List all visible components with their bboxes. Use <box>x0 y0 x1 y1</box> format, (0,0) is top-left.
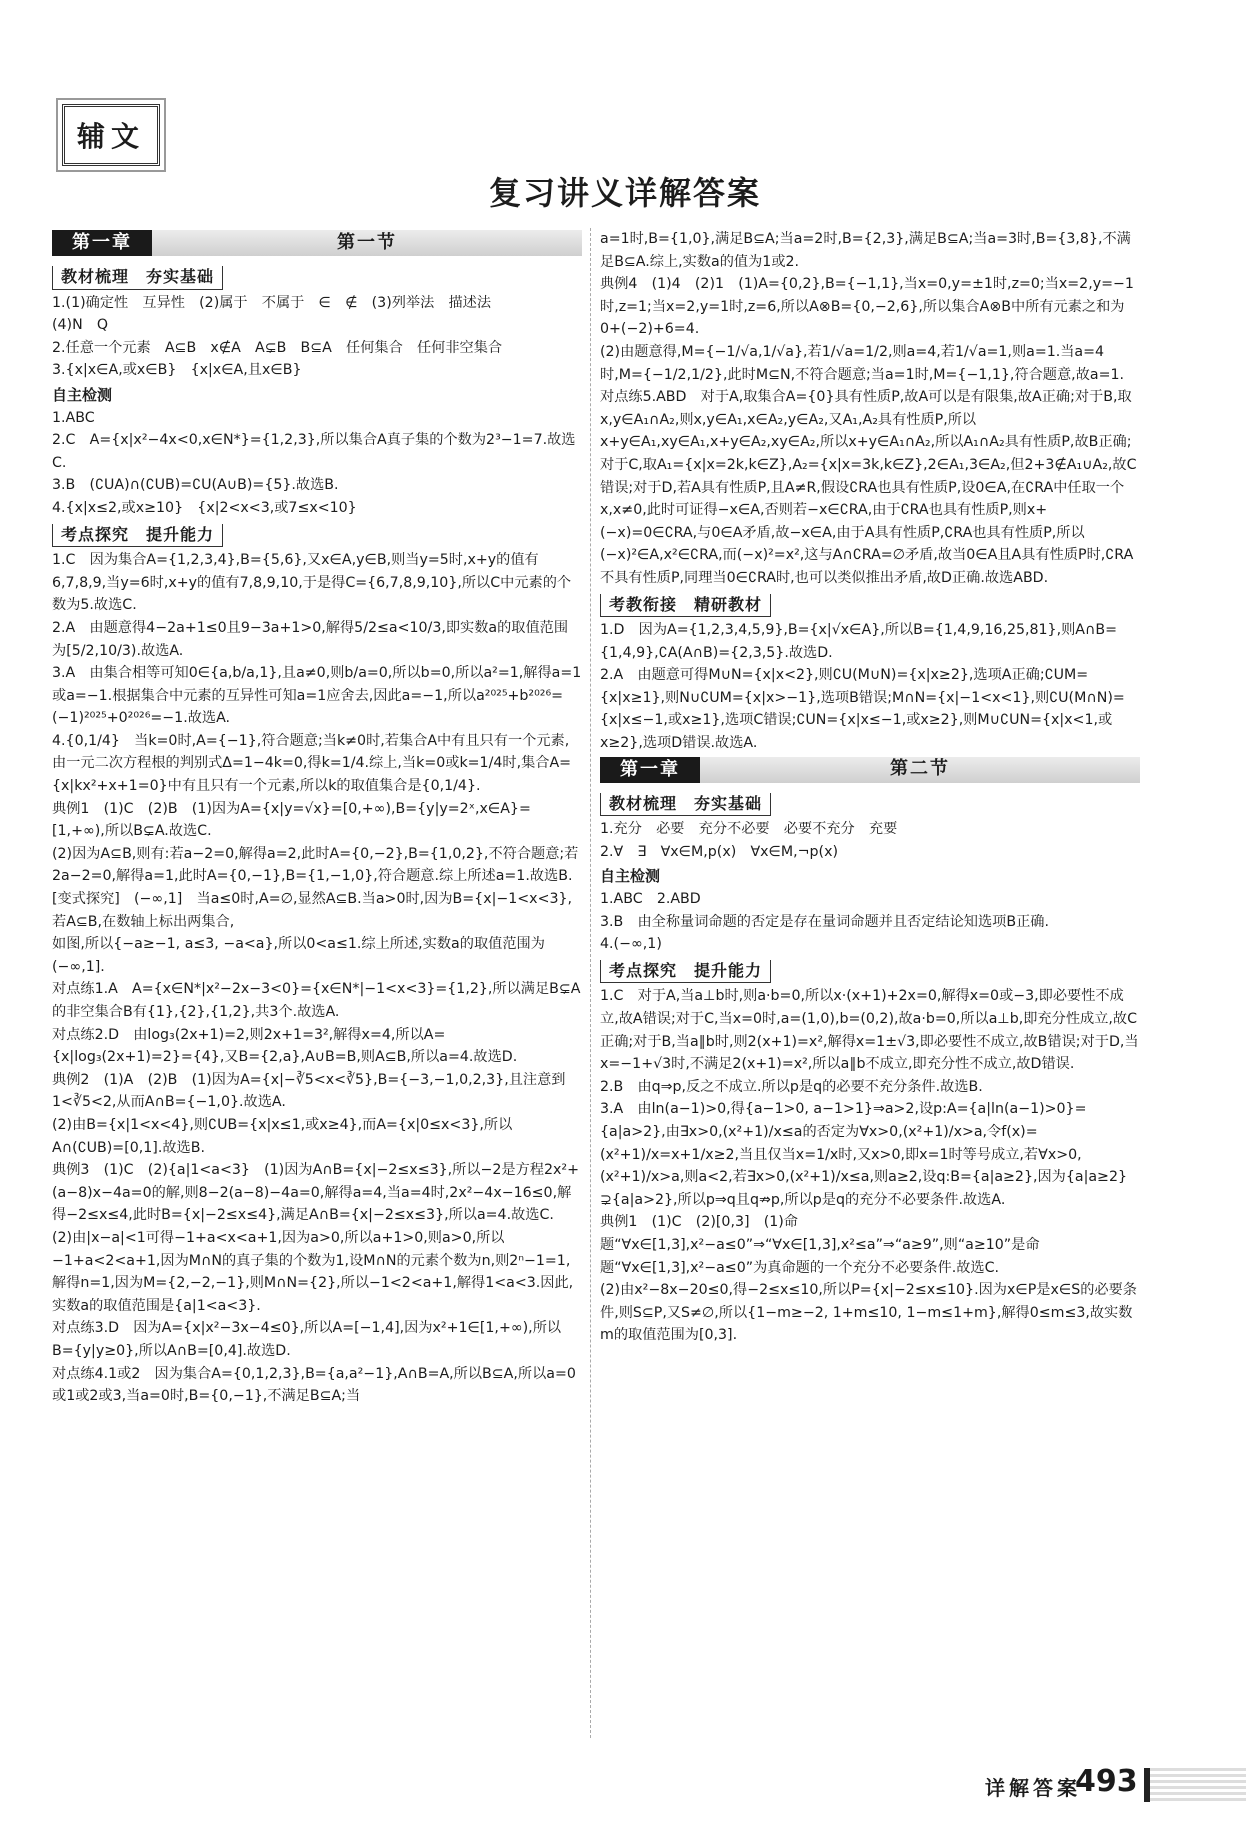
subheading: 自主检测 <box>600 867 661 886</box>
subheading: 自主检测 <box>52 385 113 404</box>
answer-paragraph: 3.A 由ln(a−1)>0,得{a−1>0, a−1>1}⇒a>2,设p:A={a|ln(a−1)>0}={a|a>2},由∃x>0,(x²+1)/x≤a的否定为∀x>0,(x²+1)/x>a,令f(x)=(x²+1)/x=x+1/x≥2,当且仅当x=1/x时,又x>0,即x=1时等号成立,若∀x>0,(x²+1)/x>a,则a<2,若∃x>0,(x²+1)/x≤a,则a≥2,设q:B={a|a≥2},因为{a|a≥2}⊋{a|a>2},所以p⇒q且q⇏p,所以p是q的充分不必要条件.故选A. <box>600 1101 1128 1208</box>
subsection-heading: 教材梳理 夯实基础 <box>52 266 223 290</box>
answer-paragraph: (2)由|x−a|<1可得−1+a<x<a+1,因为a>0,所以a+1>0,则a>0,所以−1+a<2<a+1,因为M∩N的真子集的个数为1,设M∩N的元素个数为n,则2ⁿ−1=1,解得n=1,因为M={2,−2,−1},则M∩N={2},所以−1<2<a+1,解得1<a<3.因此,实数a的取值范围是{a|1<a<3}. <box>52 1229 574 1314</box>
answer-paragraph: 典例1 (1)C (2)[0,3] (1)命题“∀x∈[1,3],x²−a≤0”⇒“∀x∈[1,3],x²≤a”⇒“a≥9”,则“a≥10”是命题“∀x∈[1,3],x²−a≤0”为真命题的一个充分不必要条件.故选C. <box>600 1214 1040 1276</box>
section-tag: 辅文 <box>62 104 160 166</box>
chapter-label: 第一章 <box>52 230 152 256</box>
answer-paragraph: [变式探究] (−∞,1] 当a≤0时,A=∅,显然A⊆B.当a>0时,因为B={x|−1<x<3},若A⊆B,在数轴上标出两集合, <box>52 891 573 930</box>
page-tab-decoration <box>1144 1768 1246 1802</box>
answer-paragraph: 1.充分 必要 充分不必要 必要不充分 充要 <box>600 821 898 838</box>
answer-paragraph: (2)由B={x|1<x<4},则∁UB={x|x≤1,或x≥4},而A={x|0≤x<3},所以A∩(∁UB)=[0,1].故选B. <box>52 1116 513 1156</box>
chapter-bar-2 <box>600 757 1140 783</box>
answer-paragraph: 1.C 因为集合A={1,2,3,4},B={5,6},又x∈A,y∈B,则当y=5时,x+y的值有6,7,8,9,当y=6时,x+y的值有7,8,9,10,于是得C={6,7,8,9,10},所以C中元素的个数为5.故选C. <box>52 552 572 614</box>
answer-paragraph: 对点练3.D 因为A={x|x²−3x−4≤0},所以A=[−1,4],因为x²+1∈[1,+∞),所以B={y|y≥0},所以A∩B=[0,4].故选D. <box>52 1320 562 1359</box>
answer-paragraph: 4.(−∞,1) <box>600 936 662 953</box>
chapter-label-2: 第一章 <box>600 757 700 783</box>
answer-paragraph: 1.ABC <box>52 409 95 426</box>
answer-paragraph: 2.B 由q⇒p,反之不成立.所以p是q的必要不充分条件.故选B. <box>600 1078 983 1095</box>
answer-paragraph: 2.A 由题意可得M∪N={x|x<2},则∁U(M∪N)={x|x≥2},选项A正确;∁UM={x|x≥1},则N∪∁UM={x|x>−1},选项B错误;M∩N={x|−1<x<1},则∁U(M∩N)={x|x≤−1,或x≥1},选项C错误;∁UN={x|x≤−1,或x≥2},则M∪∁UN={x|x<1,或x≥2},选项D错误.故选A. <box>600 667 1125 752</box>
answer-paragraph: 2.任意一个元素 A⊆B x∉A A⊊B B⊆A 任何集合 任何非空集合 <box>52 339 503 356</box>
footer-label: 详解答案 <box>985 1776 1081 1800</box>
subsection-heading: 考点探究 提升能力 <box>52 524 223 548</box>
chapter-bar <box>52 230 582 256</box>
left-content <box>52 262 582 1408</box>
right-content-1 <box>600 228 1140 755</box>
answer-paragraph: 对点练4.1或2 因为集合A={0,1,2,3},B={a,a²−1},A∩B=A,所以B⊆A,所以a=0或1或2或3,当a=0时,B={0,−1},不满足B⊆A;当 <box>52 1365 576 1405</box>
answer-paragraph: 3.B 由全称量词命题的否定是存在量词命题并且否定结论知选项B正确. <box>600 913 1049 930</box>
section-label: 第一节 <box>337 231 397 253</box>
answer-paragraph: 对点练1.A A={x∈N*|x²−2x−3<0}={x∈N*|−1<x<3}={1,2},所以满足B⊊A的非空集合B有{1},{2},{1,2},共3个.故选A. <box>52 981 581 1020</box>
subsection-heading: 教材梳理 夯实基础 <box>600 793 771 817</box>
answer-paragraph: 如图,所以{−a≥−1, a≤3, −a<a},所以0<a≤1.综上所述,实数a的取值范围为(−∞,1]. <box>52 936 545 975</box>
answer-paragraph: 2.∀ ∃ ∀x∈M,p(x) ∀x∈M,¬p(x) <box>600 843 839 860</box>
answer-paragraph: 2.C A={x|x²−4x<0,x∈N*}={1,2,3},所以集合A真子集的个数为2³−1=7.故选C. <box>52 432 576 471</box>
subsection-heading: 考点探究 提升能力 <box>600 960 771 984</box>
answer-paragraph: 4.{0,1/4} 当k=0时,A={−1},符合题意;当k≠0时,若集合A中有且只有一个元素,由一元二次方程根的判别式Δ=1−4k=0,得k=1/4.综上,当k=0或k=1/4时,集合A={x|kx²+x+1=0}中有且只有一个元素,所以k的取值集合是{0,1/4}. <box>52 732 572 795</box>
answer-paragraph: 3.A 由集合相等可知0∈{a,b/a,1},且a≠0,则b/a=0,所以b=0,所以a²=1,解得a=1或a=−1.根据集合中元素的互异性可知a=1应舍去,因此a=−1,所以a²⁰²⁵+b²⁰²⁶=(−1)²⁰²⁵+0²⁰²⁶=−1.故选A. <box>52 665 582 727</box>
column-divider <box>590 228 591 1738</box>
answer-paragraph: 1.(1)确定性 互异性 (2)属于 不属于 ∈ ∉ (3)列举法 描述法 <box>52 294 492 311</box>
answer-paragraph: 3.{x|x∈A,或x∈B} {x|x∈A,且x∈B} <box>52 362 302 379</box>
answer-paragraph: 典例3 (1)C (2){a|1<a<3} (1)因为A∩B={x|−2≤x≤3},所以−2是方程2x²+(a−8)x−4a=0的解,则8−2(a−8)−4a=0,解得a=4,当a=4时,2x²−4x−16≤0,解得−2≤x≤4,此时B={x|−2≤x≤4},满足A∩B={x|−2≤x≤3},所以a=4.故选C. <box>52 1162 579 1224</box>
subsection-heading: 考教衔接 精研教材 <box>600 594 771 618</box>
answer-paragraph: 1.ABC 2.ABD <box>600 891 701 908</box>
answer-paragraph: a=1时,B={1,0},满足B⊆A;当a=2时,B={2,3},满足B⊆A;当a=3时,B={3,8},不满足B⊆A.综上,实数a的值为1或2. <box>600 231 1131 270</box>
answer-paragraph: 典例2 (1)A (2)B (1)因为A={x|−∛5<x<∛5},B={−3,−1,0,2,3},且注意到1<∛5<2,从而A∩B={−1,0}.故选A. <box>52 1071 566 1111</box>
answer-paragraph: (2)因为A⊆B,则有:若a−2=0,解得a=2,此时A={0,−2},B={1,0,2},不符合题意;若2a−2=0,解得a=1,此时A={0,−1},B={1,−1,0},符合题意.综上所述a=1.故选B. <box>52 845 579 885</box>
answer-paragraph: 对点练2.D 由log₃(2x+1)=2,则2x+1=3²,解得x=4,所以A={x|log₃(2x+1)=2}={4},又B={2,a},A∪B=B,则A⊆B,所以a=4.故选D. <box>52 1026 518 1066</box>
answer-paragraph: 3.B (∁UA)∩(∁UB)=∁U(A∪B)={5}.故选B. <box>52 477 339 494</box>
right-content-2 <box>600 789 1140 1347</box>
left-column <box>52 228 582 1408</box>
right-column <box>600 228 1140 1347</box>
page-title: 复习讲义详解答案 <box>488 174 761 212</box>
answer-paragraph: 4.{x|x≤2,或x≥10} {x|2<x<3,或7≤x<10} <box>52 499 357 516</box>
answer-paragraph: 对点练5.ABD 对于A,取集合A={0}具有性质P,故A可以是有限集,故A正确;对于B,取x,y∈A₁∩A₂,则x,y∈A₁,x∈A₂,y∈A₂,又A₁,A₂具有性质P,所以x+y∈A₁,xy∈A₁,x+y∈A₂,xy∈A₂,所以x+y∈A₁∩A₂,所以A₁∩A₂具有性质P,故B正确;对于C,取A₁={x|x=2k,k∈Z},A₂={x|x=3k,k∈Z},2∈A₁,3∈A₂,但2+3∉A₁∪A₂,故C错误;对于D,若A具有性质P,且A≠R,假设∁RA也具有性质P,设0∈A,在∁RA中任取一个x,x≠0,此时可证得−x∈A,否则若−x∈∁RA,由于∁RA也具有性质P,则x+(−x)=0∈∁RA,与0∈A矛盾,故−x∈A,由于A具有性质P,∁RA也具有性质P,所以(−x)²∈A,x²∈∁RA,而(−x)²=x²,这与A∩∁RA=∅矛盾,故当0∈A且A具有性质P时,∁RA不具有性质P,同理当0∈∁RA时,也可以类似推出矛盾,故D正确.故选ABD. <box>600 389 1137 586</box>
answer-paragraph: (2)由x²−8x−20≤0,得−2≤x≤10,所以P={x|−2≤x≤10}.因为x∈P是x∈S的必要条件,则S⊆P,又S≠∅,所以{1−m≥−2, 1+m≤10, 1−m≤1+m},解得0≤m≤3,故实数m的取值范围为[0,3]. <box>600 1282 1137 1344</box>
answer-paragraph: 典例4 (1)4 (2)1 (1)A={0,2},B={−1,1},当x=0,y=±1时,z=0;当x=2,y=−1时,z=1;当x=2,y=1时,z=6,所以A⊗B={0,−2,6},所以集合A⊗B中所有元素之和为0+(−2)+6=4. <box>600 276 1134 338</box>
answer-paragraph: 1.D 因为A={1,2,3,4,5,9},B={x|√x∈A},所以B={1,4,9,16,25,81},则A∩B={1,4,9},∁A(A∩B)={2,3,5}.故选D. <box>600 622 1117 661</box>
answer-paragraph: (4)N Q <box>52 317 109 334</box>
answer-paragraph: (2)由题意得,M={−1/√a,1/√a},若1/√a=1/2,则a=4,若1/√a=1,则a=1.当a=4时,M={−1/2,1/2},此时M⊆N,不符合题意;当a=1时,M={−1,1},符合题意,故a=1. <box>600 343 1124 383</box>
answer-paragraph: 2.A 由题意得4−2a+1≤0且9−3a+1>0,解得5/2≤a<10/3,即实数a的取值范围为[5/2,10/3).故选A. <box>52 619 569 659</box>
section-label-2: 第二节 <box>890 758 950 780</box>
page-number: 493 <box>1075 1764 1138 1799</box>
answer-paragraph: 典例1 (1)C (2)B (1)因为A={x|y=√x}=[0,+∞),B={y|y=2ˣ,x∈A}=[1,+∞),所以B⊊A.故选C. <box>52 800 531 840</box>
answer-paragraph: 1.C 对于A,当a⊥b时,则a·b=0,所以x·(x+1)+2x=0,解得x=0或−3,即必要性不成立,故A错误;对于C,当x=0时,a=(1,0),b=(0,2),故a·b=0,所以a⊥b,即充分性成立,故C正确;对于B,当a∥b时,则2(x+1)=x²,解得x=1±√3,即必要性不成立,故B错误;对于D,当x=−1+√3时,不满足2(x+1)=x²,所以a∥b不成立,即充分性不成立,故D错误. <box>600 988 1139 1073</box>
